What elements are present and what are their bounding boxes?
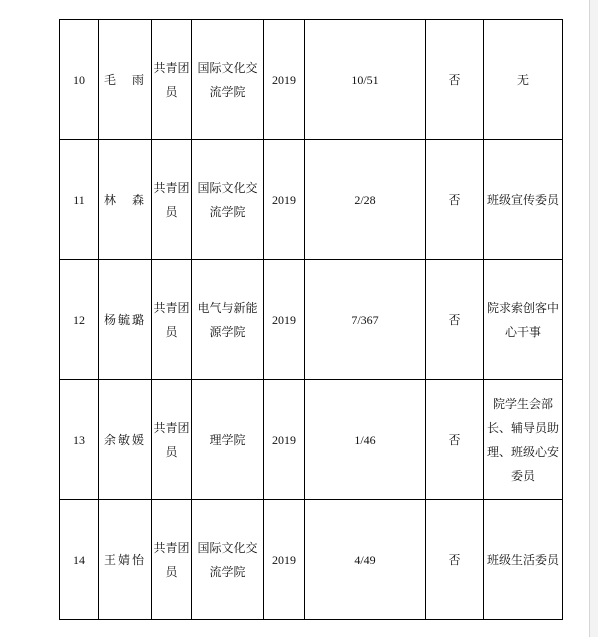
cell-rank: 1/46 — [305, 380, 426, 500]
cell-college: 国际文化交流学院 — [192, 20, 264, 140]
cell-name: 余敏媛 — [99, 380, 152, 500]
cell-failed: 否 — [426, 20, 484, 140]
cell-name: 王婧怡 — [99, 500, 152, 620]
cell-rank: 10/51 — [305, 20, 426, 140]
cell-failed: 否 — [426, 140, 484, 260]
cell-name: 杨毓璐 — [99, 260, 152, 380]
cell-political-status: 共青团员 — [152, 20, 192, 140]
cell-political-status: 共青团员 — [152, 380, 192, 500]
scrollbar-track[interactable] — [589, 0, 598, 637]
cell-year: 2019 — [264, 380, 305, 500]
cell-name: 毛 雨 — [99, 20, 152, 140]
cell-duty: 无 — [484, 20, 563, 140]
cell-college: 理学院 — [192, 380, 264, 500]
cell-index: 11 — [60, 140, 99, 260]
cell-duty: 院求索创客中心干事 — [484, 260, 563, 380]
cell-college: 国际文化交流学院 — [192, 140, 264, 260]
cell-year: 2019 — [264, 140, 305, 260]
cell-failed: 否 — [426, 260, 484, 380]
cell-year: 2019 — [264, 260, 305, 380]
student-table — [59, 19, 563, 620]
cell-duty: 院学生会部长、辅导员助理、班级心安委员 — [484, 380, 563, 500]
table-row — [60, 20, 563, 140]
table-row — [60, 500, 563, 620]
cell-failed: 否 — [426, 500, 484, 620]
cell-political-status: 共青团员 — [152, 260, 192, 380]
cell-rank: 2/28 — [305, 140, 426, 260]
cell-index: 10 — [60, 20, 99, 140]
cell-index: 12 — [60, 260, 99, 380]
cell-college: 国际文化交流学院 — [192, 500, 264, 620]
table-row — [60, 260, 563, 380]
cell-rank: 4/49 — [305, 500, 426, 620]
cell-failed: 否 — [426, 380, 484, 500]
cell-rank: 7/367 — [305, 260, 426, 380]
cell-duty: 班级宣传委员 — [484, 140, 563, 260]
cell-duty: 班级生活委员 — [484, 500, 563, 620]
table-row — [60, 380, 563, 500]
cell-year: 2019 — [264, 20, 305, 140]
cell-year: 2019 — [264, 500, 305, 620]
cell-index: 13 — [60, 380, 99, 500]
cell-index: 14 — [60, 500, 99, 620]
table-row — [60, 140, 563, 260]
cell-name: 林 森 — [99, 140, 152, 260]
cell-political-status: 共青团员 — [152, 500, 192, 620]
cell-college: 电气与新能源学院 — [192, 260, 264, 380]
cell-political-status: 共青团员 — [152, 140, 192, 260]
